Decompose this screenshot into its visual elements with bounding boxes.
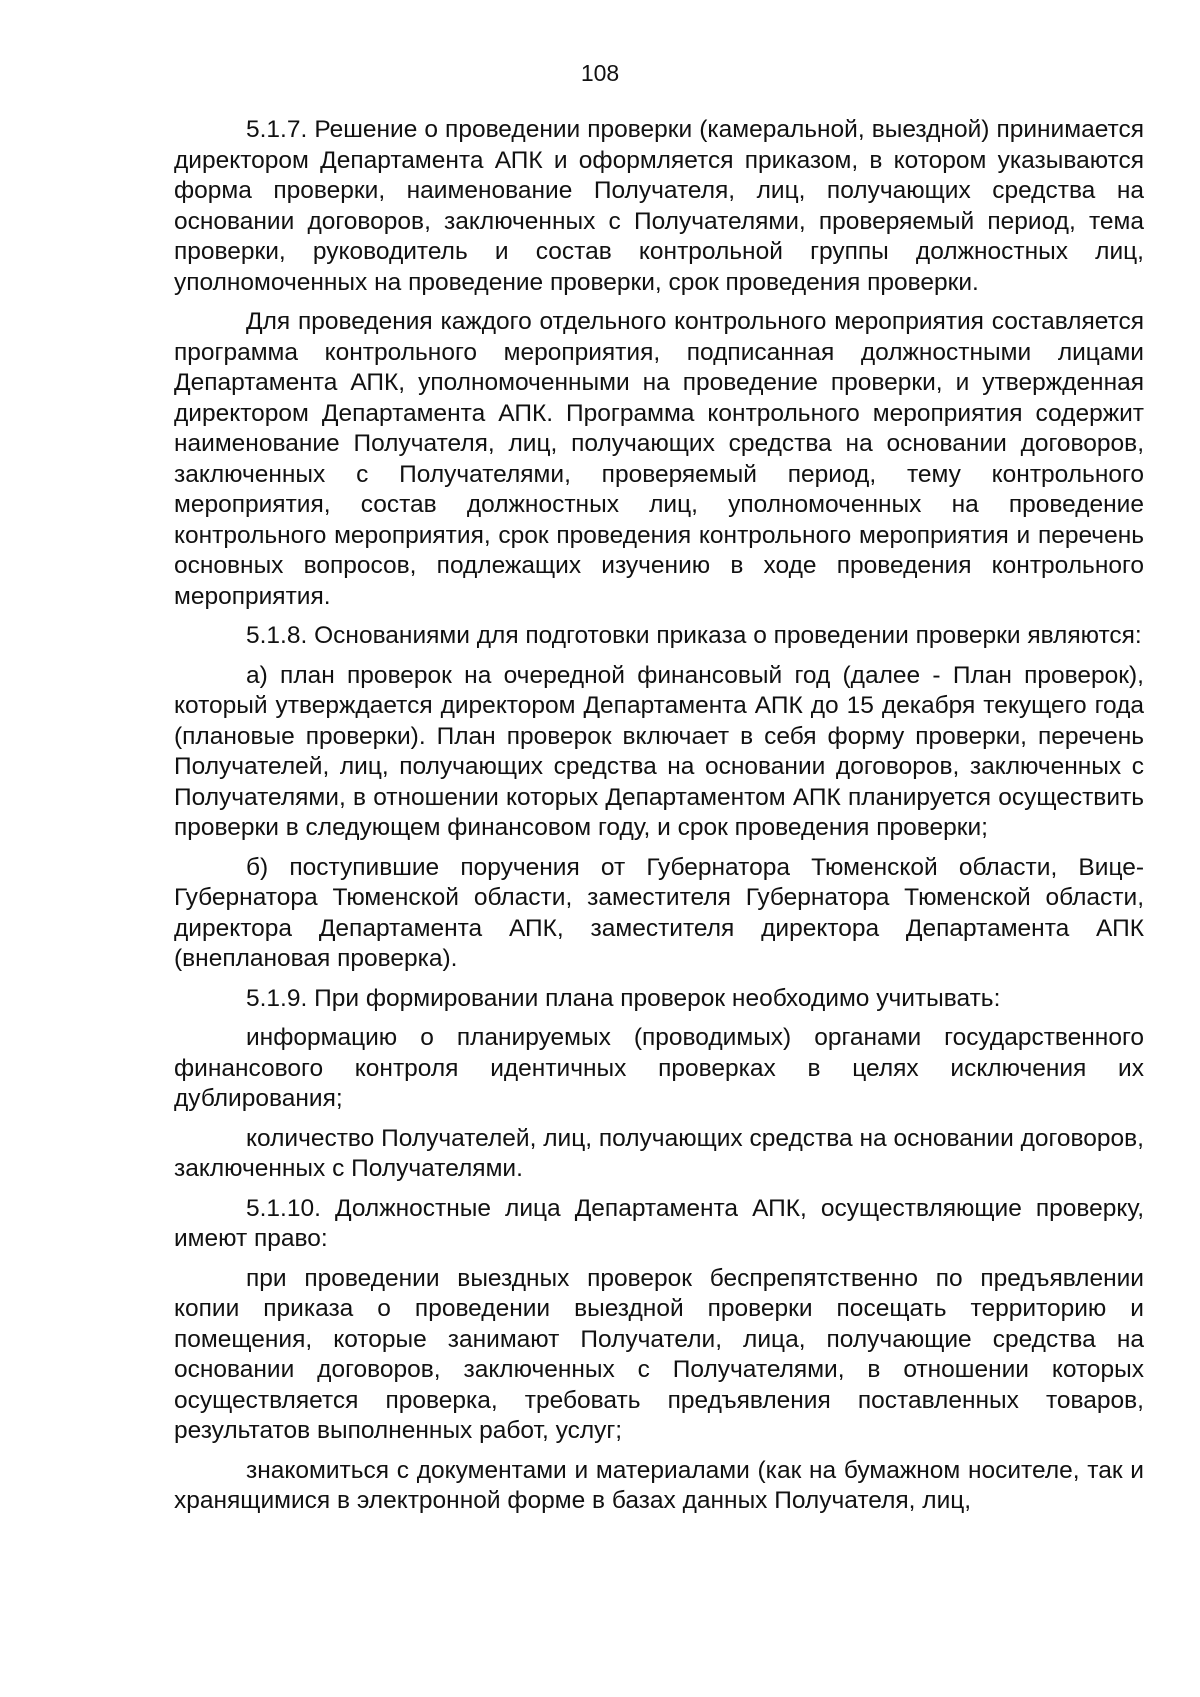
page-number: 108	[580, 60, 620, 86]
paragraph-5-1-9: 5.1.9. При формировании плана проверок необходимо учитывать:	[246, 984, 1001, 1012]
paragraph-program: Для проведения каждого отдельного контрольного мероприятия составляется программа контрольного мероприятия, подписанная должностными лицами Департамента АПК, уполномоченными на проведение проверки, и утвержденная директором Департамента АПК. Программа контрольного мероприятия содержит наименование Получателя, лиц, получающих средства на основании договоров, заключенных с Получателями, проверяемый период, тему контрольного мероприятия, состав должностных лиц, уполномоченных на проведение контрольного мероприятия, срок проведения контрольного мероприятия и перечень основных вопросов, подлежащих изучению в ходе проведения контрольного мероприятия.	[174, 308, 1144, 610]
paragraph-item-b: б) поступившие поручения от Губернатора Тюменской области, Вице-Губернатора Тюменской области, заместителя Губернатора Тюменской области, директора Департамента АПК, заместителя директора Департамента АПК (внеплановая проверка).	[174, 853, 1144, 972]
paragraph-count: количество Получателей, лиц, получающих средства на основании договоров, заключенных с Получателями.	[174, 1124, 1144, 1182]
document-body	[174, 115, 1144, 1526]
paragraph-field-visits: при проведении выездных проверок беспрепятственно по предъявлении копии приказа о проведении выездной проверки посещать территорию и помещения, которые занимают Получатели, лица, получающие средства на основании договоров, заключенных с Получателями, в отношении которых осуществляется проверка, требовать предъявления поставленных товаров, результатов выполненных работ, услуг;	[174, 1264, 1144, 1444]
paragraph-5-1-10: 5.1.10. Должностные лица Департамента АПК, осуществляющие проверку, имеют право:	[174, 1194, 1144, 1252]
paragraph-5-1-7: 5.1.7. Решение о проведении проверки (камеральной, выездной) принимается директором Департамента АПК и оформляется приказом, в котором указываются форма проверки, наименование Получателя, лиц, получающих средства на основании договоров, заключенных с Получателями, проверяемый период, тема проверки, руководитель и состав контрольной группы должностных лиц, уполномоченных на проведение проверки, срок проведения проверки.	[174, 116, 1144, 296]
paragraph-item-a: а) план проверок на очередной финансовый год (далее - План проверок), который утверждается директором Департамента АПК до 15 декабря текущего года (плановые проверки). План проверок включает в себя форму проверки, перечень Получателей, лиц, получающих средства на основании договоров, заключенных с Получателями, в отношении которых Департаментом АПК планируется осуществить проверки в следующем финансовом году, и срок проведения проверки;	[174, 661, 1144, 841]
paragraph-5-1-8: 5.1.8. Основаниями для подготовки приказа о проведении проверки являются:	[246, 622, 1142, 649]
paragraph-documents: знакомиться с документами и материалами (как на бумажном носителе, так и хранящимися в электронной форме в базах данных Получателя, лиц,	[174, 1456, 1144, 1514]
paragraph-info: информацию о планируемых (проводимых) органами государственного финансового контроля идентичных проверках в целях исключения их дублирования;	[174, 1024, 1144, 1112]
